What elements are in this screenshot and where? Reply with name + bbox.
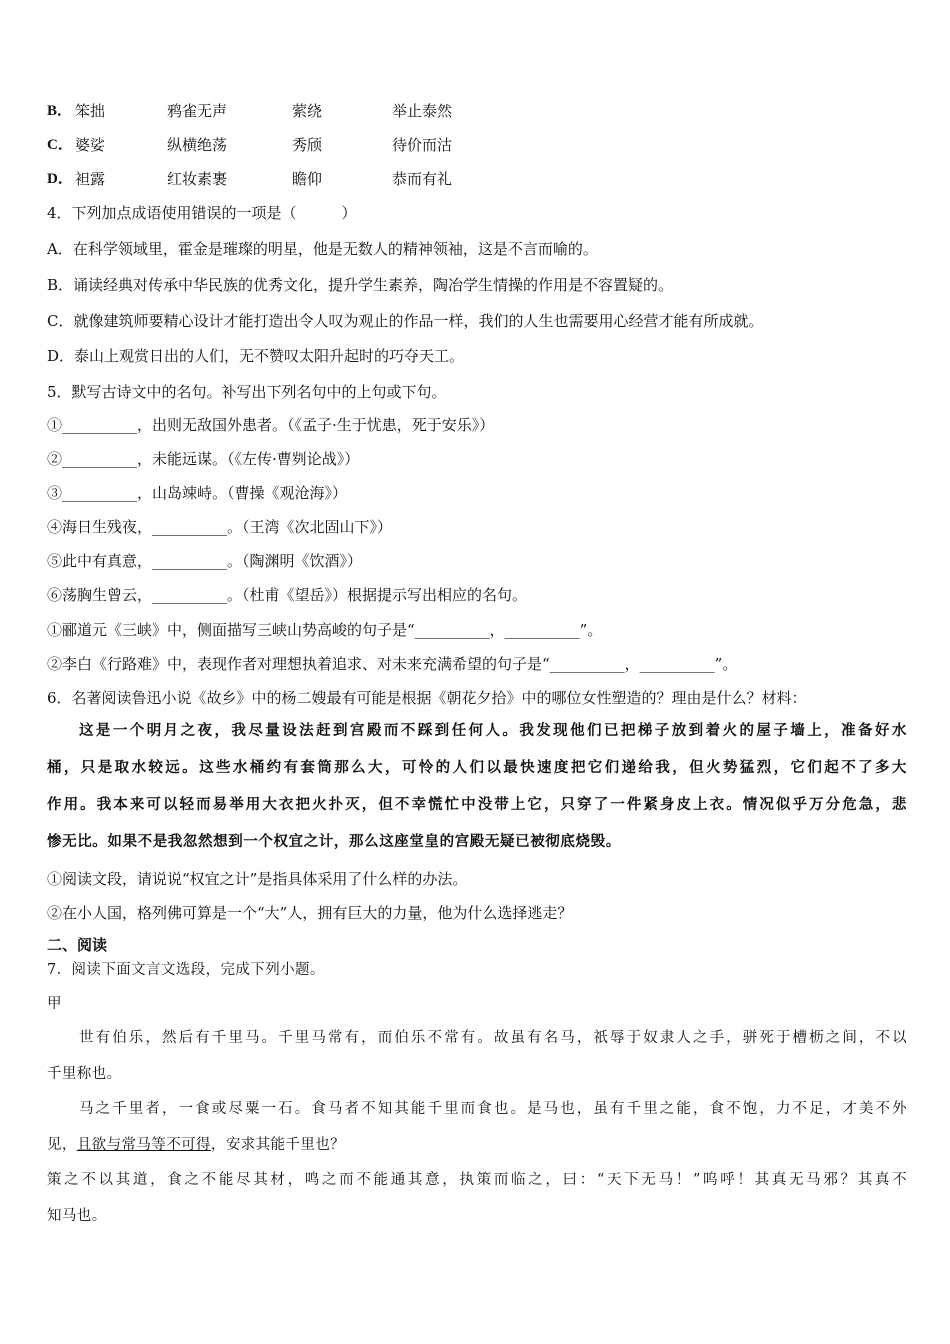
document-page: B． 笨拙 鸦雀无声 萦绕 举止泰然 C． 婆娑 纵横绝荡 秀颀 待价而沽 D． 袒露 红妆素裹 瞻仰 恭而有礼 4．下列加点成语使用错误的一项是（ ） A．在科学领域里，霍金是璀璨的明星，他是无数人的精神领袖，这是不言而喻的。 B．诵读经典对传承中华民族的优秀文化，提升学生素养，陶冶学生情操的作用是不容置疑的。 C．就像建筑师要精心设计才能打造出令人叹为观止的作品一样，我们的人生也需要用心经营才能有所成就。 D．泰山上观赏日出的人们，无不赞叹太阳升起时的巧夺天工。 5．默写古诗文中的名句。补写出下列名句中的上句或下句。 ①__________，出则无敌国外患者。（《孟子·生于忧患，死于安乐》） ②__________，未能远谋。（《左传·曹刿论战》） ③__________，山岛竦峙。（曹操《观沧海》） ④海日生残夜，__________。（王湾《次北固山下》） ⑤此中有真意，__________。（陶渊明《饮酒》） ⑥荡胸生曾云，__________。（杜甫《望岳》）根据提示写出相应的名句。 ①郦道元《三峡》中，侧面描写三峡山势高峻的句子是“__________，__________”。 ②李白《行路难》中，表现作者对理想执着追求、对未来充满希望的句子是“__________，__________”。 6．名著阅读鲁迅小说《故乡》中的杨二嫂最有可能是根据《朝花夕拾》中的哪位女性塑造的？理由是什么？材料： 这是一个明月之夜，我尽量设法赶到宫殿而不踩到任何人。我发现他们已把梯子放到着火的屋子墙上，准备好水 桶，只是取水较远。这些水桶约有套筒那么大，可怜的人们以最快速度把它们递给我，但火势猛烈，它们起不了多大 作用。我本来可以轻而易举用大衣把火扑灭，但不幸慌忙中没带上它，只穿了一件紧身皮上衣。情况似乎万分危急，悲 惨无比。如果不是我忽然想到一个权宜之计，那么这座堂皇的宫殿无疑已被彻底烧毁。 ①阅读文段，请说说“权宜之计”是指具体采用了什么样的办法。 ②在小人国，格列佛可算是一个“大”人，拥有巨大的力量，他为什么选择逃走？ 二、阅读 7．阅读下面文言文选段，完成下列小题。 甲 世有伯乐，然后有千里马。千里马常有，而伯乐不常有。故虽有名马，祇辱于奴隶人之手，骈死于槽枥之间，不以 千里称也。 马之千里者，一食或尽粟一石。食马者不知其能千里而食也。是马也，虽有千里之能，食不饱，力不足，才美不外 见，且欲与常马等不可得，安求其能千里也？ 策之不以其道，食之不能尽其材，鸣之而不能通其意，执策而临之，曰：“天下无马！”呜呼！其真无马邪？其真不 知马也。 <box>47 102 907 1224</box>
q5-item: ④海日生残夜，__________。（王湾《次北固山下》） <box>47 518 393 536</box>
classical-para1-line: 世有伯乐，然后有千里马。千里马常有，而伯乐不常有。故虽有名马，祇辱于奴隶人之手，骈死于槽枥之间，不以 <box>79 1030 907 1046</box>
classical-para3-line: 知马也。 <box>47 1208 107 1224</box>
q6-passage-line: 这是一个明月之夜，我尽量设法赶到宫殿而不踩到任何人。我发现他们已把梯子放到着火的屋子墙上，准备好水 <box>79 722 907 739</box>
q7-stem: 7．阅读下面文言文选段，完成下列小题。 <box>47 962 325 978</box>
q4-option-c: C．就像建筑师要精心设计才能打造出令人叹为观止的作品一样，我们的人生也需要用心经营才能有所成就。 <box>47 312 764 330</box>
q5-item: ③__________，山岛竦峙。（曹操《观沧海》） <box>47 484 348 502</box>
classical-para2-line: 见，且欲与常马等不可得，安求其能千里也？ <box>47 1137 346 1153</box>
q6-passage-line: 惨无比。如果不是我忽然想到一个权宜之计，那么这座堂皇的宫殿无疑已被彻底烧毁。 <box>47 833 621 850</box>
q5-item: ②李白《行路难》中，表现作者对理想执着追求、对未来充满希望的句子是“__________，__________”。 <box>47 655 738 673</box>
section-title: 二、阅读 <box>47 936 108 954</box>
classical-para1-line: 千里称也。 <box>47 1066 122 1082</box>
classical-para3-line: 策之不以其道，食之不能尽其材，鸣之而不能通其意，执策而临之，曰：“天下无马！”呜呼！其真无马邪？其真不 <box>47 1172 907 1188</box>
q6-question: ②在小人国，格列佛可算是一个“大”人，拥有巨大的力量，他为什么选择逃走？ <box>47 904 573 922</box>
q4-option-a: A．在科学领域里，霍金是璀璨的明星，他是无数人的精神领袖，这是不言而喻的。 <box>47 240 598 258</box>
q6-passage-line: 作用。我本来可以轻而易举用大衣把火扑灭，但不幸慌忙中没带上它，只穿了一件紧身皮上衣。情况似乎万分危急，悲 <box>47 796 907 813</box>
q4-option-d: D．泰山上观赏日出的人们，无不赞叹太阳升起时的巧夺天工。 <box>47 347 465 365</box>
q4-option-b: B．诵读经典对传承中华民族的优秀文化，提升学生素养，陶冶学生情操的作用是不容置疑的。 <box>47 276 674 294</box>
q5-item: ⑤此中有真意，__________。（陶渊明《饮酒》） <box>47 552 363 570</box>
q6-question: ①阅读文段，请说说“权宜之计”是指具体采用了什么样的办法。 <box>47 870 468 888</box>
underlined-sentence: 且欲与常马等不可得 <box>76 1137 211 1153</box>
q5-item: ②__________，未能远谋。（《左传·曹刿论战》） <box>47 450 360 468</box>
q5-item: ⑥荡胸生曾云，__________。（杜甫《望岳》）根据提示写出相应的名句。 <box>47 586 528 604</box>
q5-item: ①__________，出则无敌国外患者。（《孟子·生于忧患，死于安乐》） <box>47 416 495 434</box>
q4-stem: 4．下列加点成语使用错误的一项是（ ） <box>47 204 357 222</box>
passage-label-jia: 甲 <box>47 996 62 1012</box>
q6-stem: 6．名著阅读鲁迅小说《故乡》中的杨二嫂最有可能是根据《朝花夕拾》中的哪位女性塑造的？理由是什么？材料： <box>47 689 807 707</box>
q5-item: ①郦道元《三峡》中，侧面描写三峡山势高峻的句子是“__________，__________”。 <box>47 621 603 639</box>
q6-passage-line: 桶，只是取水较远。这些水桶约有套筒那么大，可怜的人们以最快速度把它们递给我，但火势猛烈，它们起不了多大 <box>47 759 907 776</box>
classical-para2-line: 马之千里者，一食或尽粟一石。食马者不知其能千里而食也。是马也，虽有千里之能，食不饱，力不足，才美不外 <box>79 1101 907 1117</box>
q5-stem: 5．默写古诗文中的名句。补写出下列名句中的上句或下句。 <box>47 383 447 401</box>
